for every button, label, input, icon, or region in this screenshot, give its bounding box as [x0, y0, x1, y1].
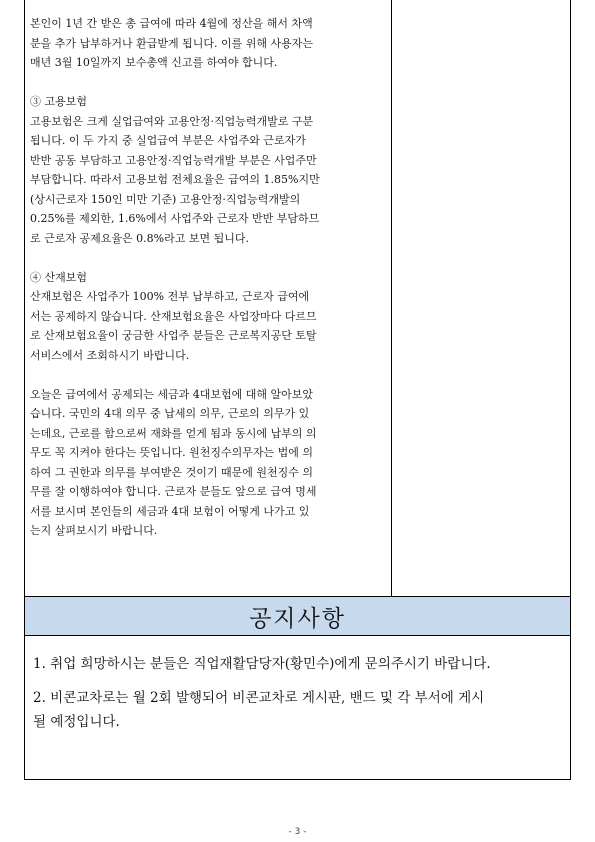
notice-line: 1. 취업 희망하시는 분들은 직업재활담당자(황민수)에게 문의주시기 바랍니다.	[33, 656, 491, 672]
text-line: 0.25%를 제외한, 1.6%에서 사업주와 근로자 반반 부담하므	[30, 212, 320, 225]
article-text	[30, 14, 386, 541]
text-line: 매년 3월 10일까지 보수총액 신고를 하여야 합니다.	[30, 56, 278, 69]
text-line: 됩니다. 이 두 가지 중 실업급여 부분은 사업주와 근로자가	[30, 134, 306, 147]
side-column	[392, 0, 571, 596]
text-line: 무를 잘 이행하여야 합니다. 근로자 분들도 앞으로 급여 명세	[30, 485, 317, 498]
text-line: 분을 추가 납부하거나 환급받게 됩니다. 이를 위해 사용자는	[30, 36, 313, 50]
text-line: 로 근로자 공제요율은 0.8%라고 보면 됩니다.	[30, 231, 249, 245]
notice-title: 공지사항	[249, 605, 346, 632]
paragraph-spacer	[30, 73, 386, 93]
notice-header	[24, 596, 571, 636]
notice-item	[33, 652, 567, 676]
text-line: 고용보험은 크게 실업급여와 고용안정·직업능력개발로 구분	[30, 114, 314, 128]
text-line: 부담합니다. 따라서 고용보험 전체요율은 급여의 1.85%지만	[30, 173, 320, 186]
text-line: 서는 공제하지 않습니다. 산재보험요율은 사업장마다 다르므	[30, 309, 317, 323]
text-line: 는지 살펴보시기 바랍니다.	[30, 524, 158, 537]
notice-box	[24, 636, 571, 780]
paragraph-spacer	[30, 248, 386, 268]
notice-list	[33, 652, 567, 744]
text-line: ③ 고용보험	[30, 95, 88, 108]
text-line: 하여 그 권한과 의무를 부여받은 것이기 때문에 원천징수 의	[30, 465, 313, 479]
text-line: ④ 산재보험	[30, 270, 88, 284]
text-line: 로 산재보험요율이 궁금한 사업주 분들은 근로복지공단 토탈	[30, 329, 317, 342]
text-line: 서비스에서 조회하시기 바랍니다.	[30, 348, 190, 362]
text-line: 산재보험은 사업주가 100% 전부 납부하고, 근로자 급여에	[30, 290, 310, 303]
notice-line: 2. 비콘교차로는 월 2회 발행되어 비콘교차로 게시판, 밴드 및 각 부서에 게시	[33, 690, 485, 706]
text-line: 오늘은 급여에서 공제되는 세금과 4대보험에 대해 알아보았	[30, 387, 313, 401]
text-line: 무도 꼭 지켜야 한다는 뜻입니다. 원천징수의무자는 법에 의	[30, 446, 313, 459]
text-line: 반반 공동 부담하고 고용안정·직업능력개발 부분은 사업주만	[30, 153, 317, 167]
paragraph-spacer	[30, 365, 386, 385]
text-line: 는데요, 근로를 함으로써 재화를 얻게 됨과 동시에 납부의 의	[30, 426, 317, 440]
notice-line: 될 예정입니다.	[33, 714, 120, 730]
page-number: - 3 -	[288, 827, 307, 837]
text-line: (상시근로자 150인 미만 기준) 고용안정·직업능력개발의	[30, 192, 301, 206]
text-line: 서를 보시며 본인들의 세금과 4대 보험이 어떻게 나가고 있	[30, 504, 310, 518]
text-line: 습니다. 국민의 4대 의무 중 납세의 의무, 근로의 의무가 있	[30, 407, 310, 420]
notice-item	[33, 686, 567, 734]
text-line: 본인이 1년 간 받은 총 급여에 따라 4월에 정산을 해서 차액	[30, 17, 313, 30]
